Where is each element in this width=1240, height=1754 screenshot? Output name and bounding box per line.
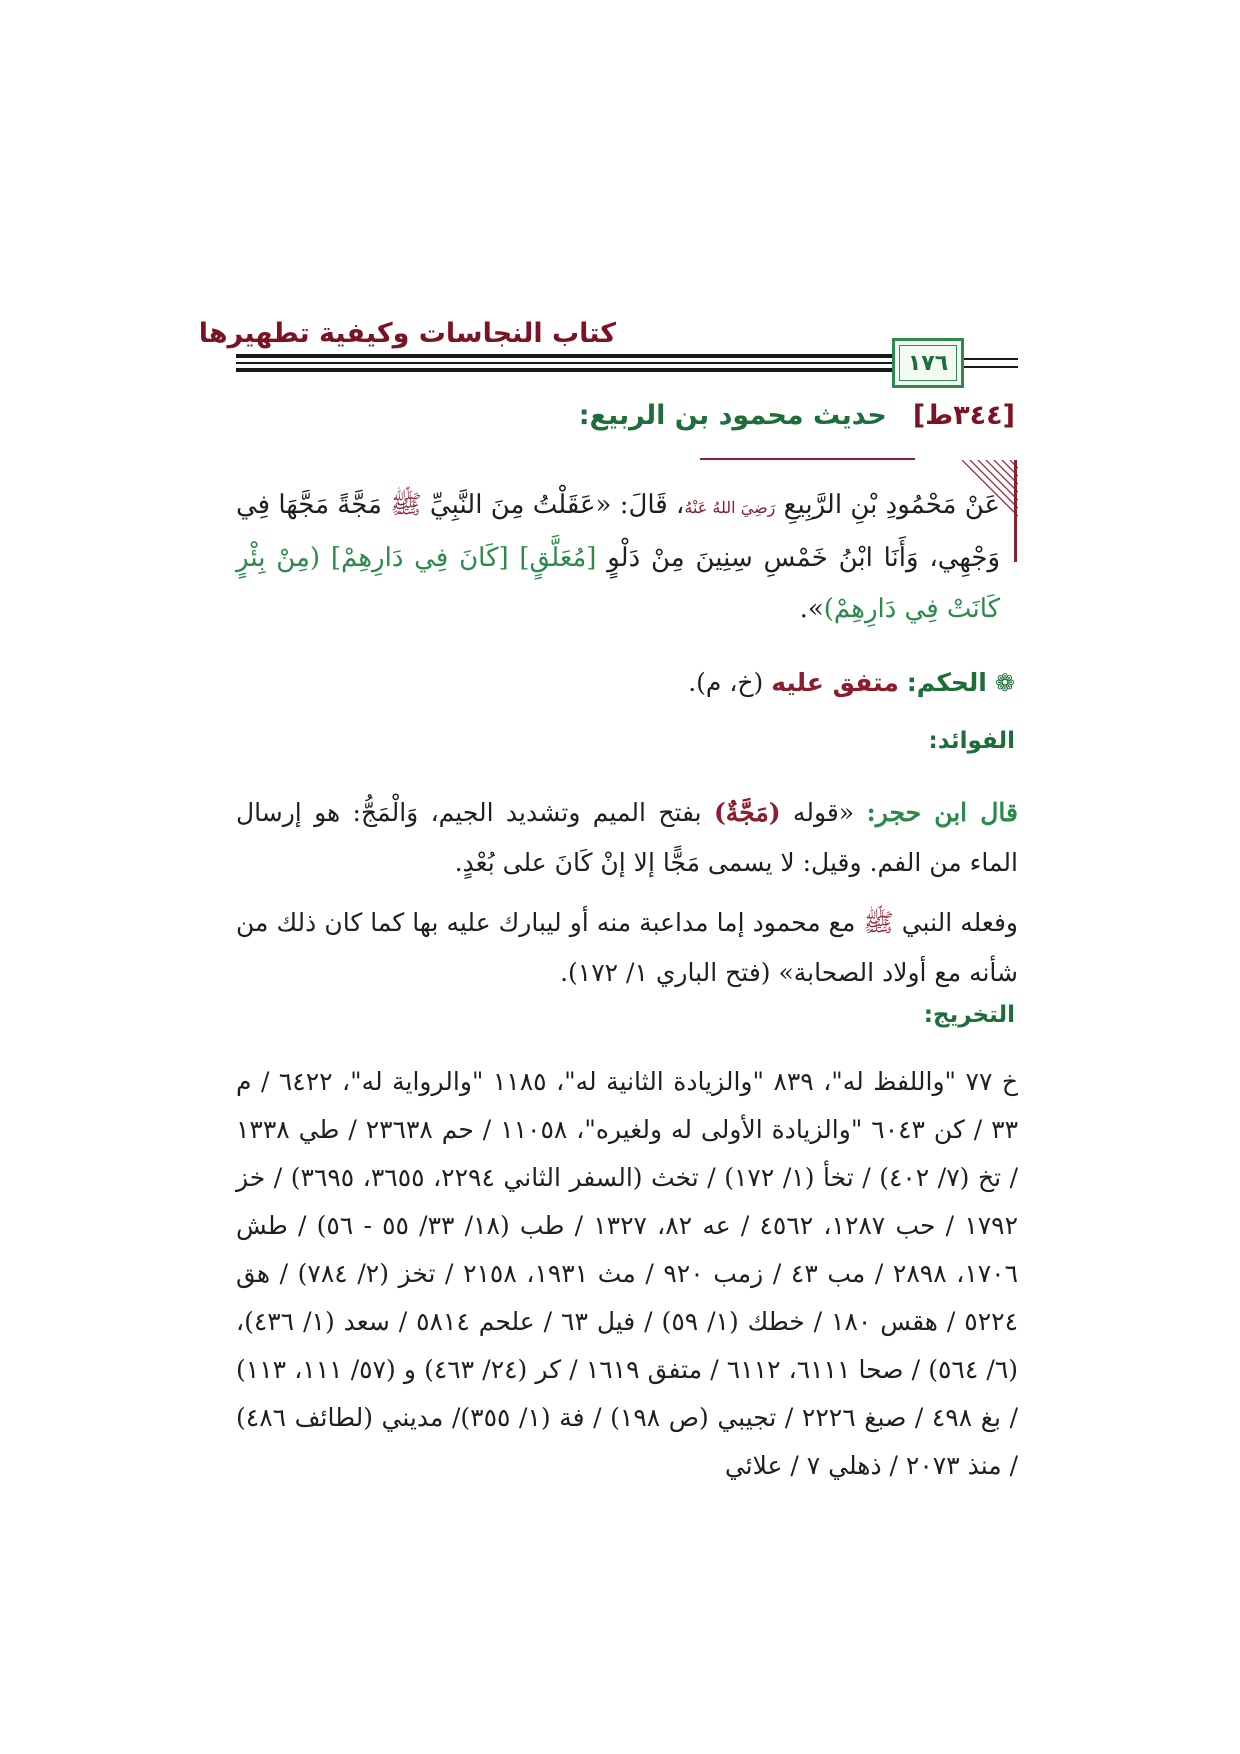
page-number: ١٧٦ [907,350,949,376]
benefit-paragraph-2-text: مع محمود إما مداعبة منه أو ليبارك عليه بها كما كان ذلك من شأنه مع أولاد الصحابة» (فتح الباري ١/ ١٧٢). [236,908,1018,987]
header-rule-short-top [962,358,1018,360]
takhrij-text: خ ٧٧ "واللفظ له"، ٨٣٩ "والزيادة الثانية له"، ١١٨٥ "والرواية له"، ٦٤٢٢ / م ٣٣ / كن ٦٠٤٣ "والزيادة الأولى له ولغيره"، ١١٠٥٨ / حم ٢٣٦٣٨ / طي ١٣٣٨ / تخ (٧/ ٤٠٢) / تخأ (١/ ١٧٢) / تخث (السفر الثاني ٢٢٩٤، ٣٦٥٥، ٣٦٩٥) / خز ١٧٩٢ / حب ١٢٨٧، ٤٥٦٢ / عه ٨٢، ١٣٢٧ / طب (١٨/ ٣٣/ ٥٥ - ٥٦) / طش ١٧٠٦، ٢٨٩٨ / مب ٤٣ / زمب ٩٢٠ / مث ١٩٣١، ٢١٥٨ / تخز (٢/ ٧٨٤) / هق ٥٢٢٤ / هقس ١٨٠ / خطك (١/ ٥٩) / فيل ٦٣ / علحم ٥٨١٤ / سعد (١/ ٤٣٦)، (٦/ ٥٦٤) / صحا ٦١١١، ٦١١٢ / متفق ١٦١٩ / كر (٢٤/ ٤٦٣) و (٥٧/ ١١١، ١١٣) / بغ ٤٩٨ / صبغ ٢٢٢٦ / تجيبي (ص ١٩٨) / فة (١/ ٣٥٥)/ مديني (لطائف ٤٨٦) / منذ ٢٠٧٣ / ذهلي ٧ / علائي [236,1067,1019,1480]
hadith-addition-1: [مُعَلَّقٍ] [كَانَ فِي دَارِهِمْ] [330,543,597,573]
benefits-heading: الفوائد: [928,728,1015,754]
benefit-paragraph-1-text: بفتح الميم وتشديد الجيم، وَالْمَجُّ: هو إرسال الماء من الفم. وقيل: لا يسمى مَجًّا إلا إنْ كَانَ على بُعْدٍ. [236,798,1018,877]
quote-open: «قوله [792,798,855,827]
flower-ornament-icon: ❁ [994,669,1015,697]
hadith-ruling [300,668,1015,697]
book-title: كتاب النجاسات وكيفية تطهيرها [198,318,616,349]
narrator-honorific: رَضِيَ اللهُ عَنْهُ [684,498,776,517]
page-number-badge [892,338,964,388]
hadith-addition-2: (مِنْ بِئْرٍ كَانَتْ فِي دَارِهِمْ) [236,543,1000,624]
benefit-paragraph-2 [236,898,1018,998]
benefit-term: (مَجَّةٌ) [713,798,781,827]
takhrij-heading: التخريج: [923,1002,1015,1028]
section-code: [٣٤٤ط] [912,400,1015,431]
prophet-honorific: ﷺ [390,490,422,520]
benefit-speaker: قال ابن حجر: [866,798,1018,827]
header-rule-top [236,354,961,358]
heading-underline [700,458,915,460]
section-title: حديث محمود بن الربيع: [578,400,887,431]
hadith-text [236,480,1000,635]
benefit-paragraph-2-start: وفعله النبي [901,908,1018,937]
hadith-closing: ». [799,594,824,624]
hadith-said: ، قَالَ: «عَقَلْتُ مِنَ النَّبِيِّ [429,490,685,520]
ruling-source: (خ، م). [688,668,764,697]
header-rule-middle [236,362,961,364]
hadith-narrator: عَنْ مَحْمُودِ بْنِ الرَّبِيعِ [783,490,1000,520]
benefit-paragraph-1 [236,788,1018,888]
header-rule-bottom [236,368,961,372]
section-heading [300,400,1015,431]
prophet-honorific-2: ﷺ [863,908,894,937]
hadith-side-rule [1014,460,1017,562]
header-rule-short-bottom [962,366,1018,368]
ruling-value: متفق عليه [771,668,899,697]
hadith-body: مَجَّةً مَجَّهَا فِي وَجْهِي، وَأَنَا ابْنُ خَمْسِ سِنِينَ مِنْ دَلْوٍ [236,490,1001,573]
ruling-label: الحكم: [906,668,987,697]
